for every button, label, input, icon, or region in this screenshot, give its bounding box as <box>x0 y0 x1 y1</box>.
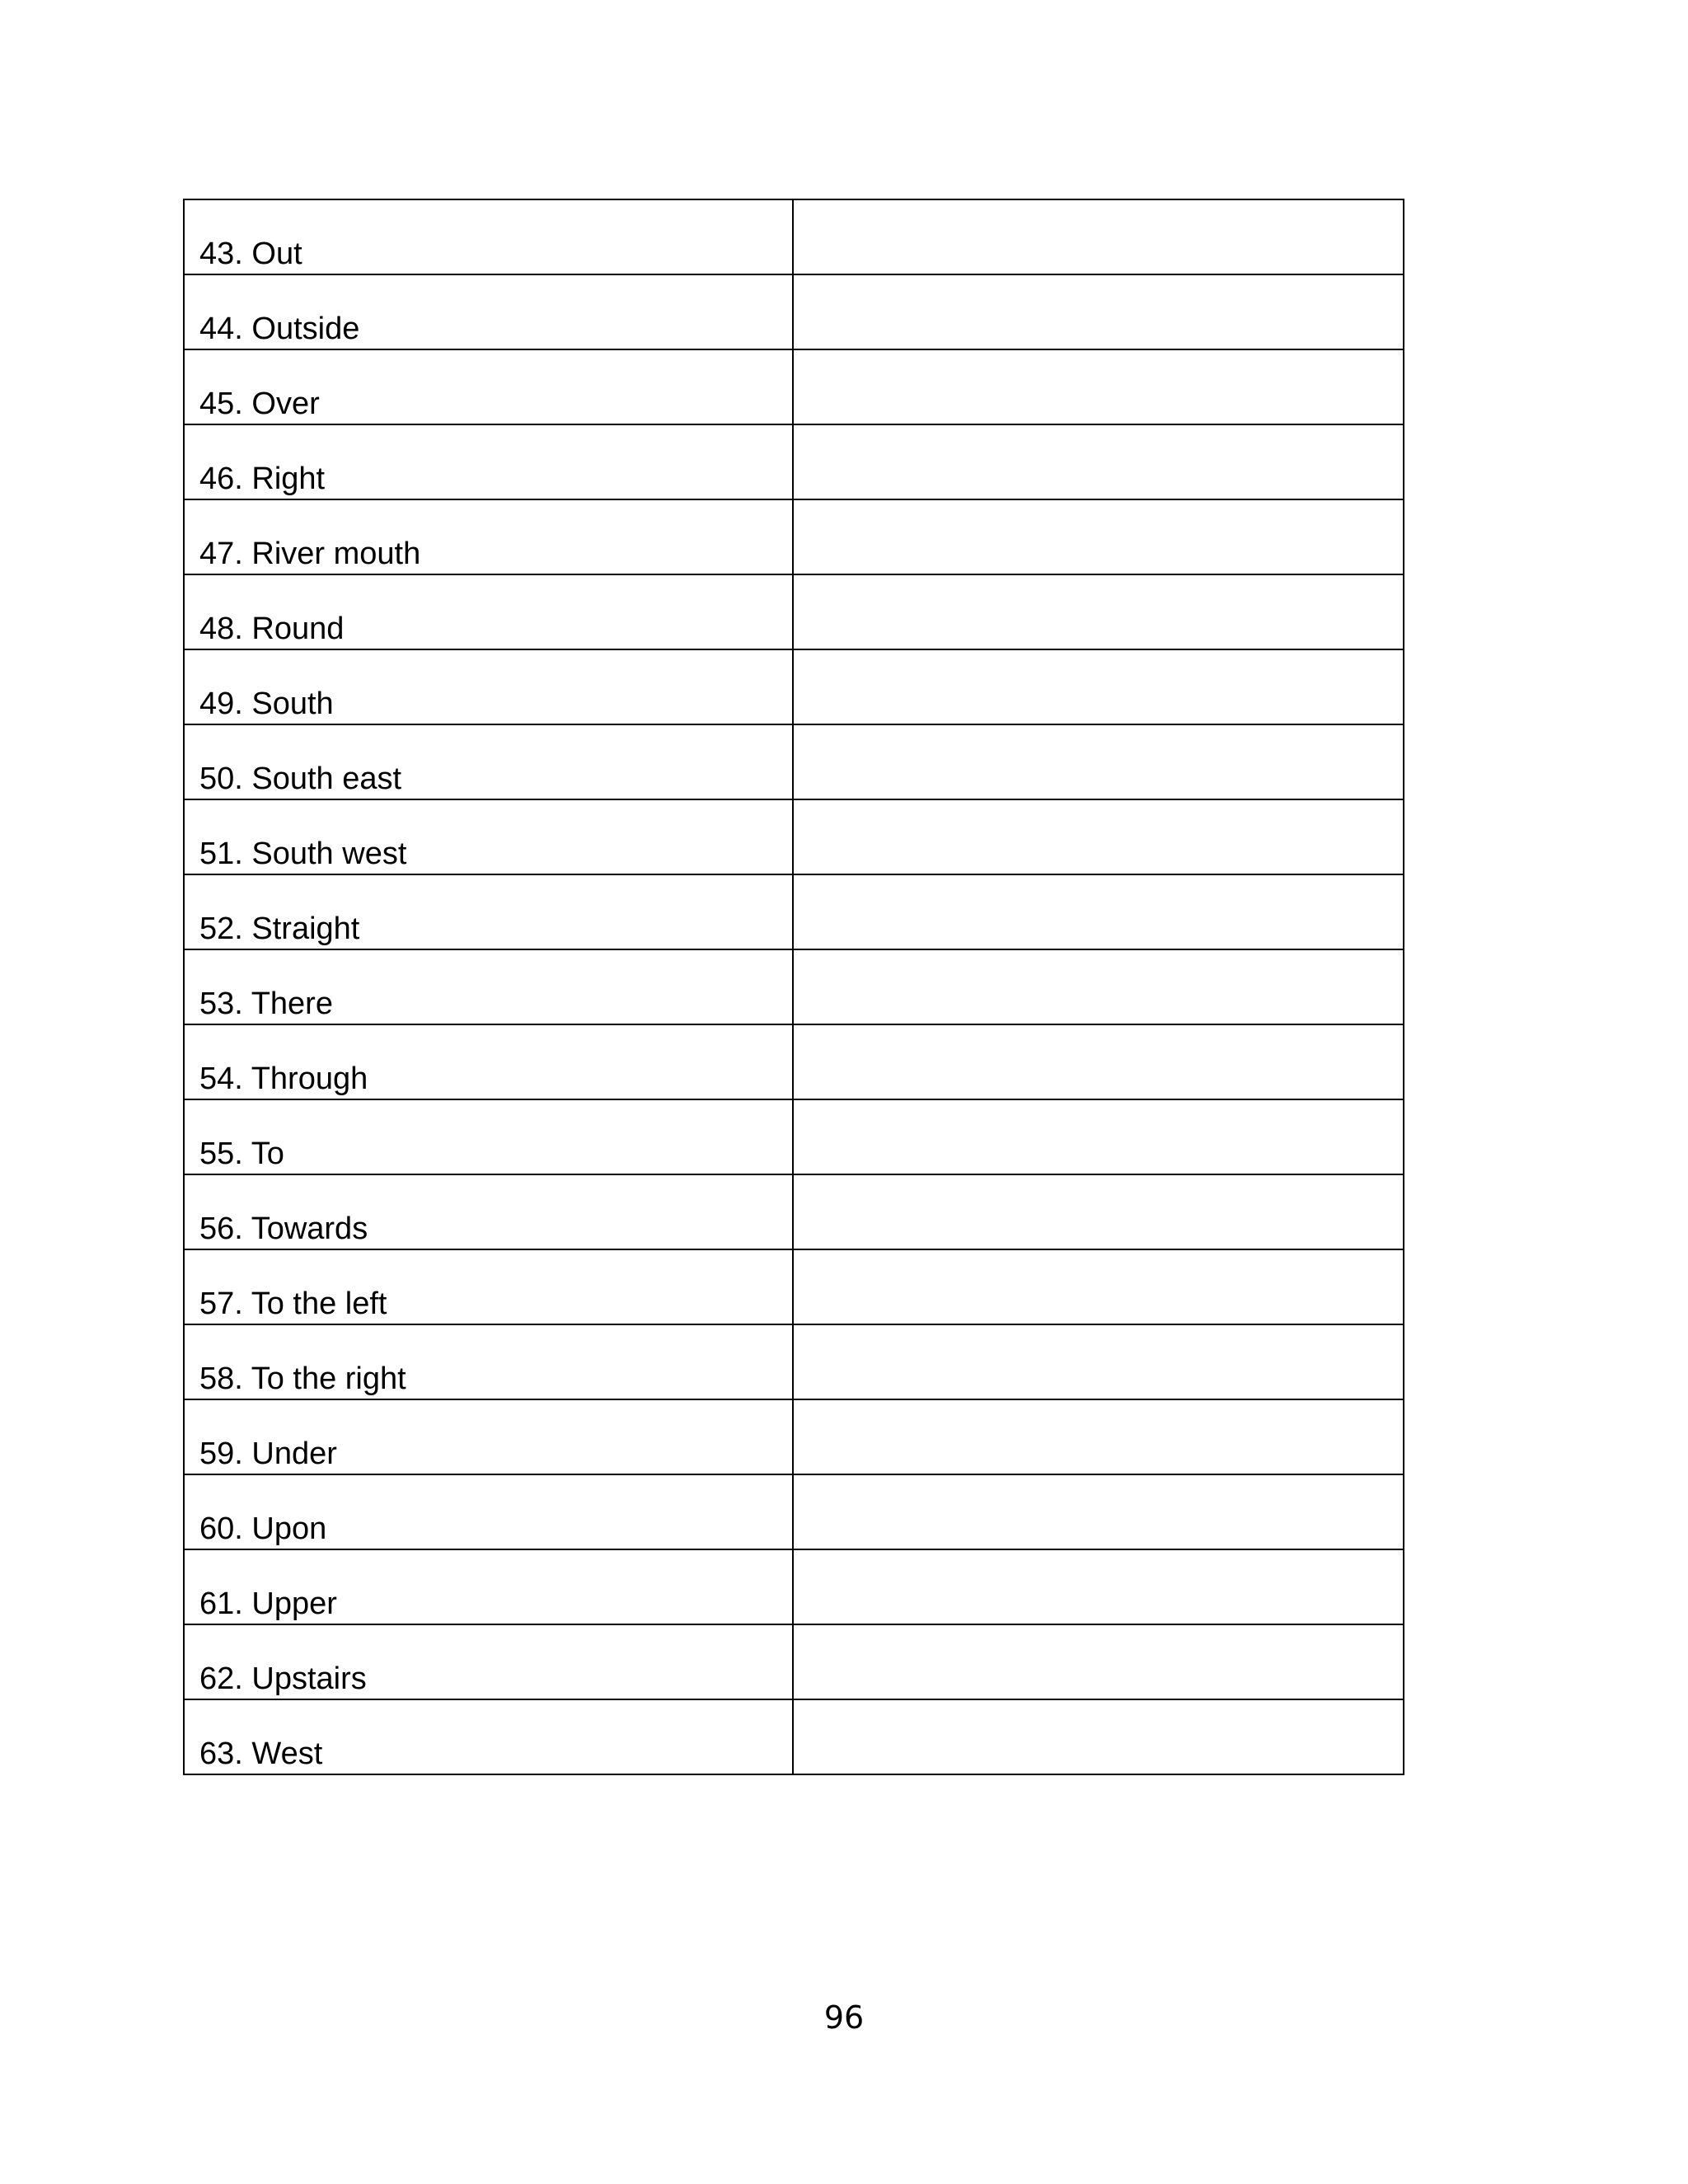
table-row <box>184 1549 1404 1624</box>
table-row <box>184 1099 1404 1174</box>
table-row <box>184 1174 1404 1249</box>
table-row <box>184 499 1404 574</box>
answer-cell[interactable] <box>793 274 1404 349</box>
table-row <box>184 1024 1404 1099</box>
answer-cell[interactable] <box>793 1099 1404 1174</box>
answer-cell[interactable] <box>793 1549 1404 1624</box>
table-row <box>184 1474 1404 1549</box>
table-row <box>184 199 1404 274</box>
answer-cell[interactable] <box>793 1324 1404 1399</box>
term-cell: 58. To the right <box>184 1324 793 1399</box>
term-cell: 52. Straight <box>184 874 793 949</box>
term-cell: 46. Right <box>184 424 793 499</box>
table-row <box>184 574 1404 649</box>
term-cell: 49. South <box>184 649 793 724</box>
answer-cell[interactable] <box>793 574 1404 649</box>
term-cell: 60. Upon <box>184 1474 793 1549</box>
answer-cell[interactable] <box>793 1024 1404 1099</box>
table-row <box>184 274 1404 349</box>
answer-cell[interactable] <box>793 1699 1404 1774</box>
term-cell: 56. Towards <box>184 1174 793 1249</box>
answer-cell[interactable] <box>793 1474 1404 1549</box>
term-cell: 45. Over <box>184 349 793 424</box>
term-cell: 55. To <box>184 1099 793 1174</box>
term-cell: 48. Round <box>184 574 793 649</box>
table-row <box>184 874 1404 949</box>
term-cell: 57. To the left <box>184 1249 793 1324</box>
answer-cell[interactable] <box>793 1399 1404 1474</box>
table-row <box>184 799 1404 874</box>
table-row <box>184 649 1404 724</box>
table-row <box>184 1399 1404 1474</box>
term-cell: 63. West <box>184 1699 793 1774</box>
table-row <box>184 724 1404 799</box>
term-cell: 50. South east <box>184 724 793 799</box>
term-cell: 59. Under <box>184 1399 793 1474</box>
term-cell: 44. Outside <box>184 274 793 349</box>
answer-cell[interactable] <box>793 499 1404 574</box>
table-row <box>184 1249 1404 1324</box>
vocabulary-table <box>183 199 1404 1775</box>
table-row <box>184 949 1404 1024</box>
answer-cell[interactable] <box>793 1174 1404 1249</box>
table-row <box>184 1324 1404 1399</box>
vocabulary-table-body <box>184 199 1404 1774</box>
answer-cell[interactable] <box>793 1249 1404 1324</box>
answer-cell[interactable] <box>793 949 1404 1024</box>
table-row <box>184 424 1404 499</box>
term-cell: 54. Through <box>184 1024 793 1099</box>
answer-cell[interactable] <box>793 1624 1404 1699</box>
answer-cell[interactable] <box>793 724 1404 799</box>
table-row <box>184 1624 1404 1699</box>
answer-cell[interactable] <box>793 424 1404 499</box>
answer-cell[interactable] <box>793 799 1404 874</box>
answer-cell[interactable] <box>793 874 1404 949</box>
term-cell: 61. Upper <box>184 1549 793 1624</box>
answer-cell[interactable] <box>793 349 1404 424</box>
answer-cell[interactable] <box>793 649 1404 724</box>
term-cell: 51. South west <box>184 799 793 874</box>
term-cell: 43. Out <box>184 199 793 274</box>
term-cell: 53. There <box>184 949 793 1024</box>
term-cell: 47. River mouth <box>184 499 793 574</box>
page-number: 96 <box>823 1999 865 2036</box>
term-cell: 62. Upstairs <box>184 1624 793 1699</box>
table-row <box>184 349 1404 424</box>
answer-cell[interactable] <box>793 199 1404 274</box>
table-row <box>184 1699 1404 1774</box>
